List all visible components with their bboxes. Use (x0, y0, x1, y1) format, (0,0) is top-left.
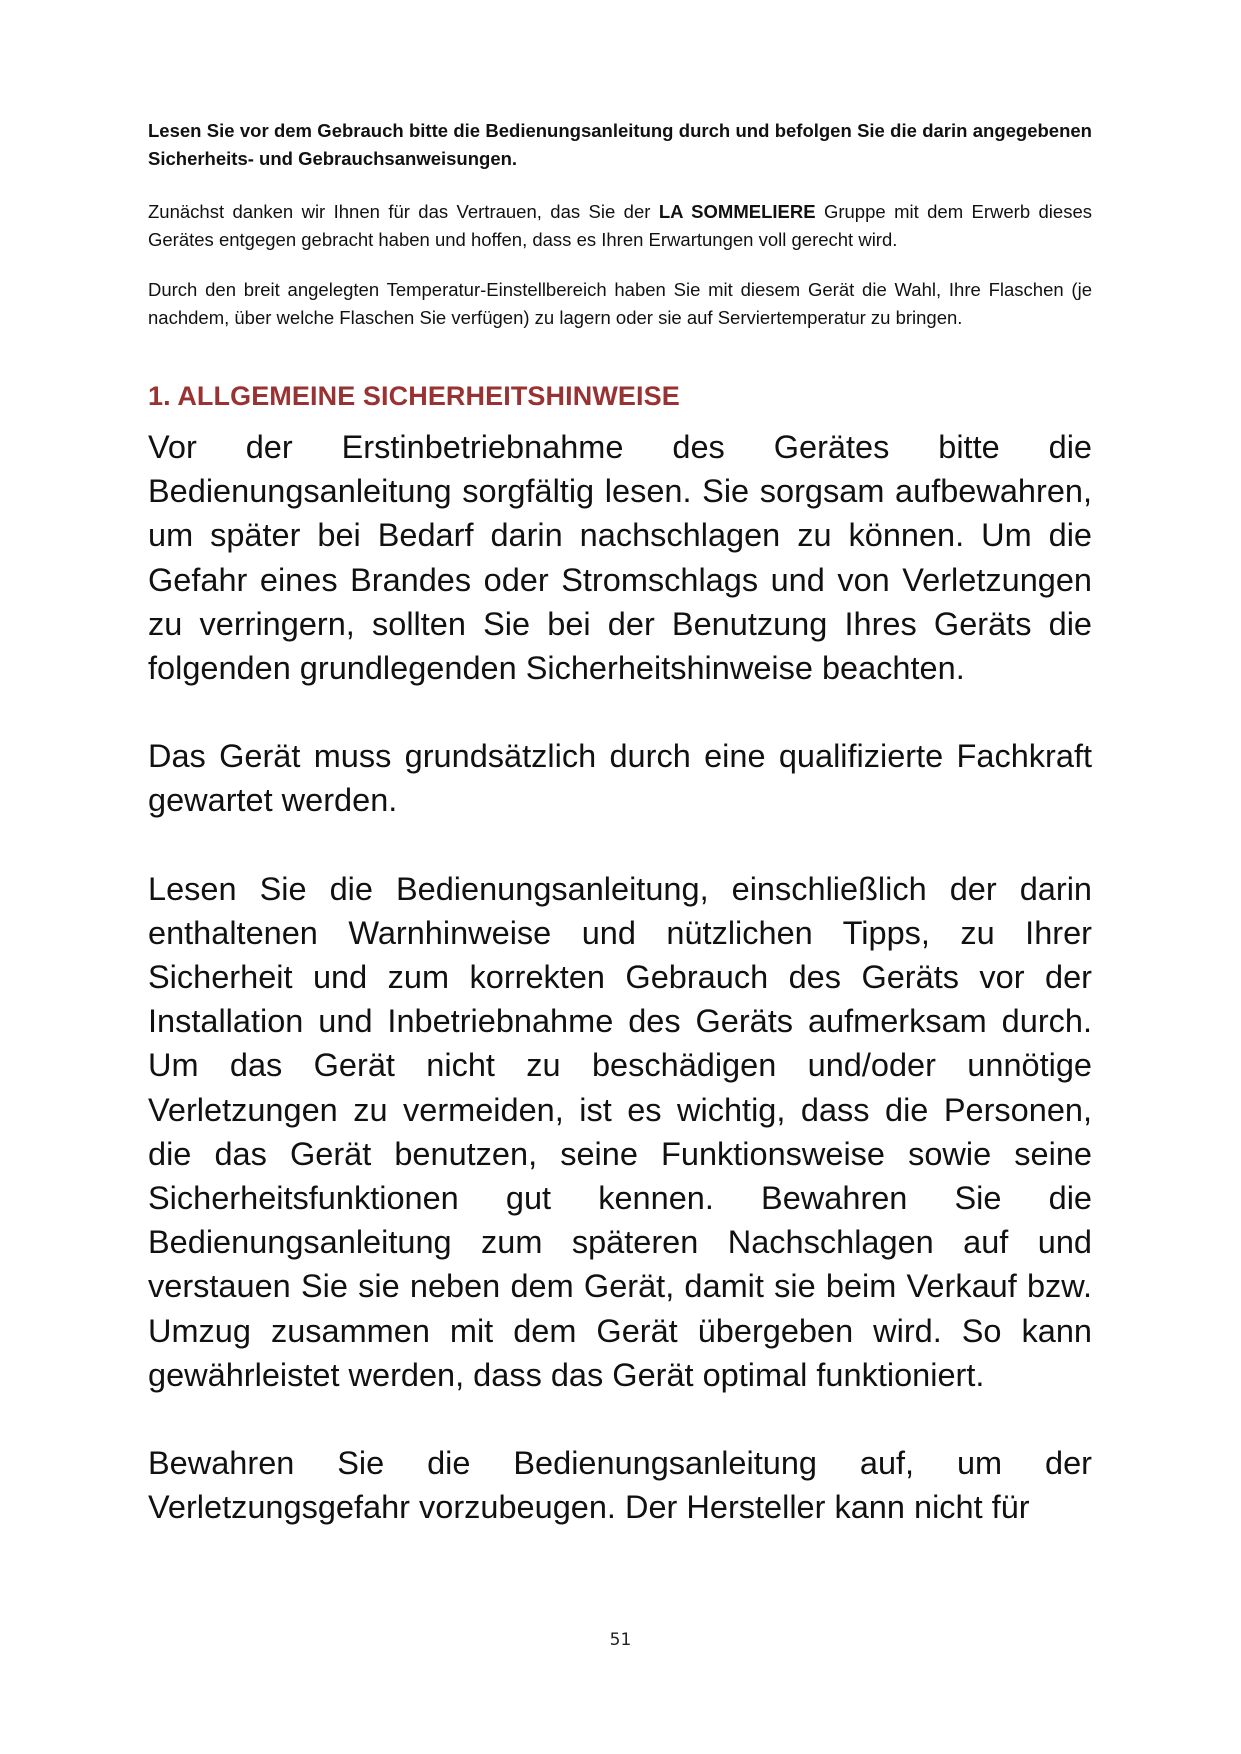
brand-name: LA SOMMELIERE (658, 201, 816, 222)
paragraph-read-manual: Lesen Sie die Bedienungsanleitung, einschließlich der darin enthaltenen Warnhinweise und nützlichen Tipps, zu Ihrer Sicherheit und zum korrekten Gebrauch des Geräts vor der Installation und Inbetriebnahme des Geräts aufmerksam durch. Um das Gerät nicht zu beschädigen und/oder unnötige Verletzungen zu vermeiden, ist es wichtig, dass die Personen, die das Gerät benutzen, seine Funktionsweise sowie seine Sicherheitsfunktionen gut kennen. Bewahren Sie die Bedienungsanleitung zum späteren Nachschlagen auf und verstauen Sie sie neben dem Gerät, damit sie beim Verkauf bzw. Umzug zusammen mit dem Gerät übergeben wird. So kann gewährleistet werden, dass das Gerät optimal funktioniert. (148, 870, 1092, 1393)
intro-temperature: Durch den breit angelegten Temperatur-Einstellbereich haben Sie mit diesem Gerät die Wahl, Ihre Flaschen (je nachdem, über welche Flaschen Sie verfügen) zu lagern oder sie auf Serviertemperatur zu bringen. (148, 279, 1092, 328)
intro-thanks-before: Zunächst danken wir Ihnen für das Vertrauen, das Sie der (148, 201, 659, 222)
intro-thanks (148, 198, 1092, 253)
paragraph-first-use: Vor der Erstinbetriebnahme des Gerätes bitte die Bedienungsanleitung sorgfältig lesen. Sie sorgsam aufbewahren, um später bei Bedarf darin nachschlagen zu können. Um die Gefahr eines Brandes oder Stromschlags und von Verletzungen zu verringern, sollten Sie bei der Benutzung Ihres Geräts die folgenden grundlegenden Sicherheitshinweise beachten. (148, 429, 1092, 687)
intro-warning: Lesen Sie vor dem Gebrauch bitte die Bedienungsanleitung durch und befolgen Sie die darin angegebenen Sicherheits- und Gebrauchsanweisungen. (148, 120, 1092, 169)
paragraph-maintenance: Das Gerät muss grundsätzlich durch eine qualifizierte Fachkraft gewartet werden. (148, 738, 1092, 819)
document-page (148, 117, 1092, 1529)
intro-thanks-after: Gruppe mit dem Erwerb dieses Gerätes entgegen gebracht haben und hoffen, dass es Ihren Erwartungen voll gerecht wird. (148, 201, 1092, 250)
section-heading: 1. ALLGEMEINE SICHERHEITSHINWEISE (148, 381, 680, 411)
paragraph-keep-manual: Bewahren Sie die Bedienungsanleitung auf, um der Verletzungsgefahr vorzubeugen. Der Hersteller kann nicht für (148, 1445, 1092, 1526)
page-number: 51 (609, 1630, 632, 1650)
